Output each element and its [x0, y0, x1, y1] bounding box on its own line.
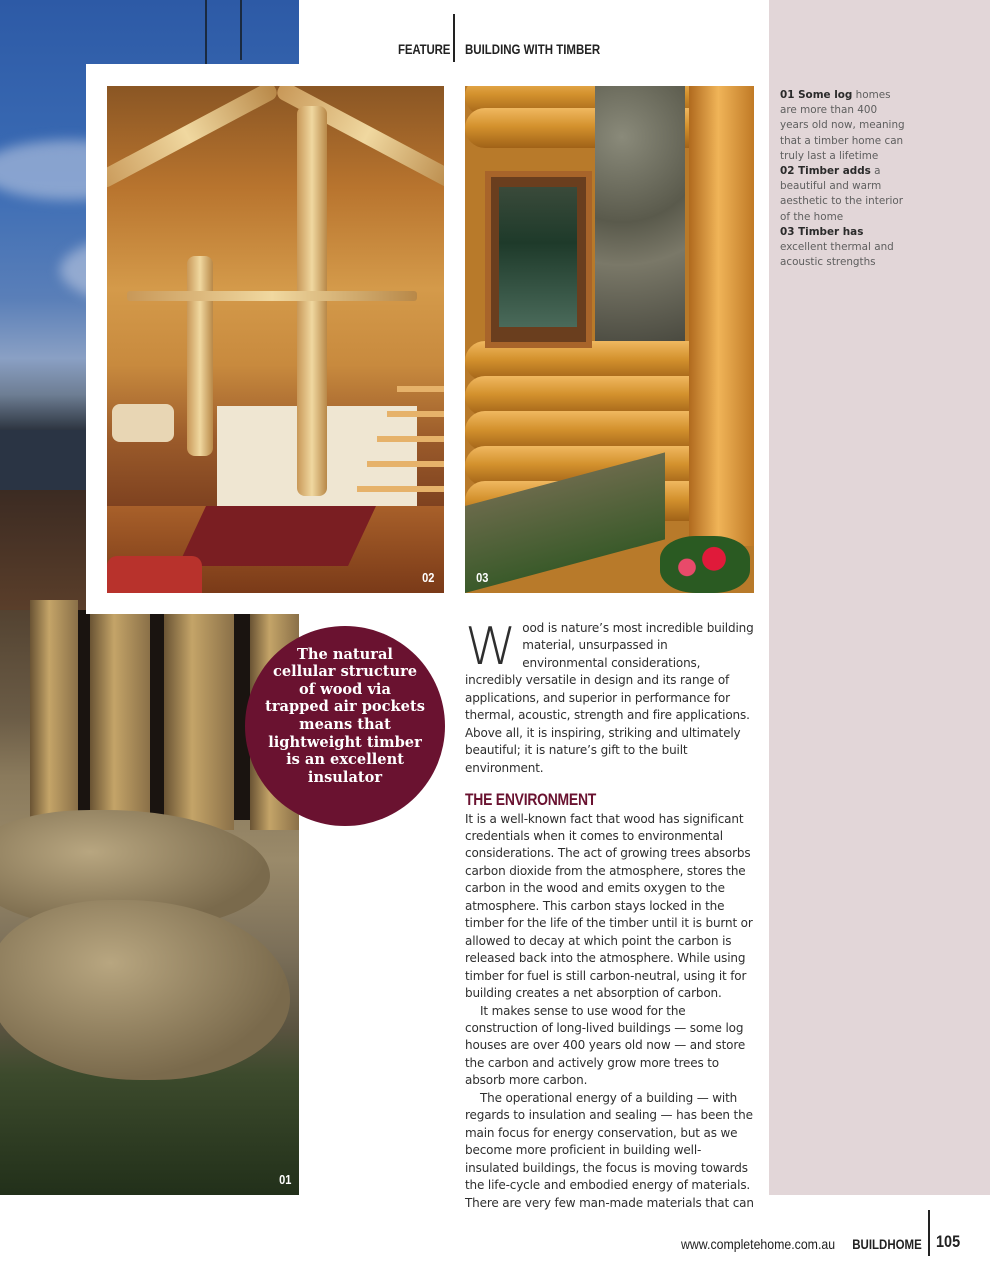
stone-decoration [595, 86, 685, 341]
body-paragraph: The operational energy of a building — with regards to insulation and sealing — has been the main focus for energy conservation, but as we become more proficient in building well-insulated buildings, the focus is moving towards the life-cycle and embodied energy of materials. There are very few man-made materials that can [465, 1090, 754, 1210]
photo-02 [107, 86, 444, 593]
column-decoration [187, 256, 213, 456]
stair-decoration [357, 486, 444, 492]
post-decoration [90, 600, 150, 830]
column-decoration [297, 106, 327, 496]
caption-lead: 02 Timber adds [780, 165, 871, 178]
footer-divider [928, 1210, 930, 1256]
drop-cap: W [465, 617, 517, 677]
gap-decoration [150, 610, 164, 820]
pull-quote-text: The natural cellular structure of wood via trapped air pockets means that lightweight timber is an excellent insulator [265, 645, 425, 786]
flower-decoration [660, 536, 750, 593]
gap-decoration [78, 610, 90, 820]
rock-decoration [0, 900, 290, 1080]
pull-quote [245, 626, 445, 826]
section-heading: THE ENVIRONMENT [465, 790, 597, 810]
caption-text: a beautiful and warm aesthetic to the interior of the home [780, 165, 904, 223]
section-label: FEATURE [398, 41, 451, 57]
roof-decoration [0, 430, 90, 490]
caption-lead: 03 Timber has [780, 225, 864, 238]
caption-text: homes are more than 400 years old now, meaning that a timber home can truly last a lifetime [780, 89, 905, 162]
palm-decoration [240, 0, 242, 60]
stair-decoration [367, 461, 444, 467]
window-decoration [485, 171, 592, 348]
post-decoration [689, 86, 754, 546]
page-header [392, 14, 652, 62]
sofa-decoration [107, 556, 202, 593]
photo-number-02: 02 [422, 570, 435, 585]
stair-decoration [377, 436, 444, 442]
photo-captions [780, 88, 908, 270]
body-paragraph: It is a well-known fact that wood has significant credentials when it comes to environmental considerations. The act of growing trees absorbs carbon dioxide from the atmosphere, stores the carbon in the wood and emits oxygen to the atmosphere. This carbon stays locked in the timber for the life of the timber until it is burnt or allowed to decay at which point the carbon is released back into the atmosphere. While using timber for fuel is still carbon-neutral, using it for building creates a net absorption of carbon. [465, 811, 753, 1001]
post-decoration [164, 600, 234, 830]
page-number: 105 [935, 1232, 960, 1251]
website-url: www.completehome.com.au [680, 1236, 835, 1252]
page-footer [660, 1210, 964, 1256]
post-decoration [30, 600, 78, 830]
railing-decoration [127, 291, 417, 301]
stair-decoration [397, 386, 444, 392]
header-divider [453, 14, 455, 62]
caption-03 [780, 225, 908, 271]
magazine-brand: BUILDHOME [852, 1236, 922, 1252]
stair-decoration [387, 411, 444, 417]
palm-decoration [205, 0, 207, 70]
caption-02 [780, 164, 908, 225]
photo-03 [465, 86, 754, 593]
beam-decoration [107, 86, 280, 190]
glass-decoration [499, 187, 577, 327]
topic-label: BUILDING WITH TIMBER [465, 41, 601, 57]
caption-text: excellent thermal and acoustic strengths [780, 241, 894, 269]
photo-number-01: 01 [279, 1172, 292, 1187]
photo-number-03: 03 [476, 570, 489, 585]
body-paragraph: It makes sense to use wood for the construction of long-lived buildings — some log houses are over 400 years old now — and store the carbon and actively grow more trees to absorb more carbon. [465, 1003, 746, 1088]
caption-lead: 01 Some log [780, 89, 853, 101]
armchair-decoration [112, 404, 174, 442]
rug-decoration [178, 506, 376, 566]
caption-01 [780, 88, 908, 164]
intro-text: ood is nature’s most incredible building material, unsurpassed in environmental considerations, incredibly versatile in design and its range of applications, and superior in performance for thermal, acoustic, strength and fire applications. Above all, it is inspiring, striking and ultimately beautiful; it is nature’s gift to the built environment. [465, 621, 754, 775]
intro-paragraph [465, 617, 755, 777]
article-body [465, 617, 755, 1212]
